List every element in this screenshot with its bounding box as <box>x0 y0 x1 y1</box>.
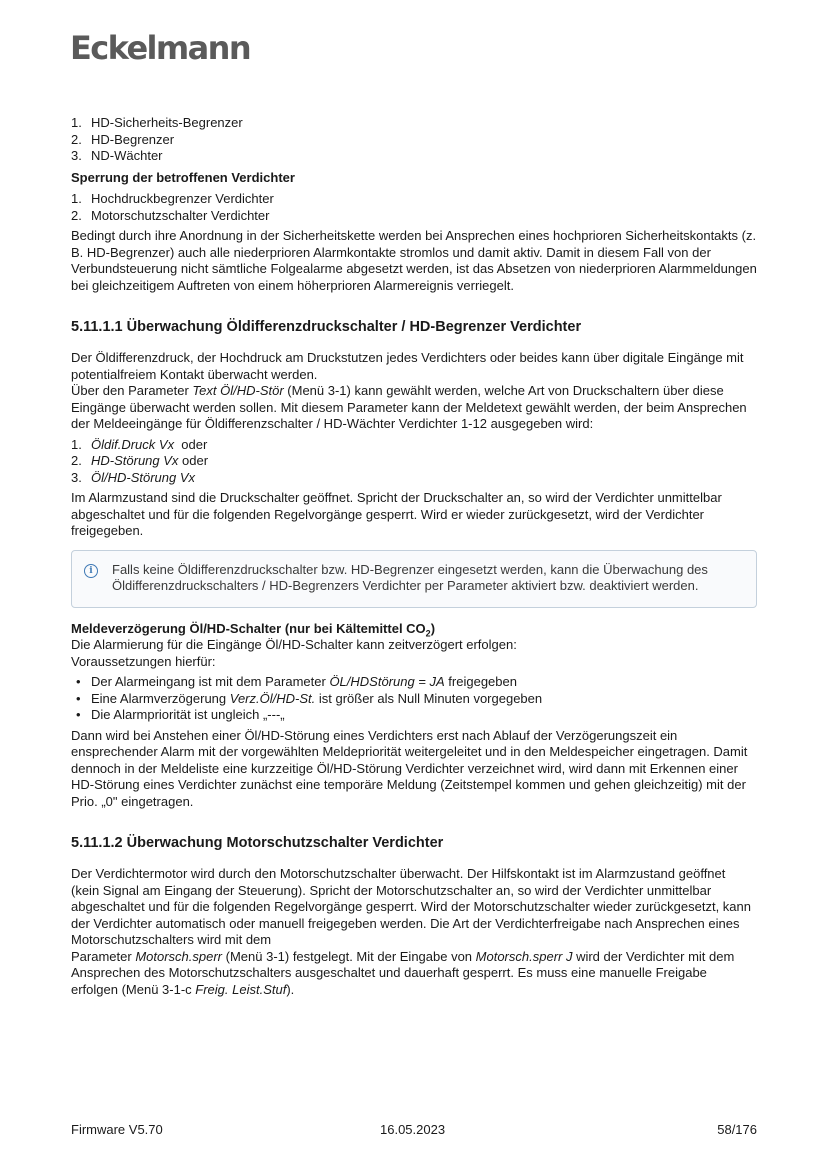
list-item: 1. Öldif.Druck Vx oder <box>71 436 208 452</box>
delay-heading: Meldeverzögerung Öl/HD-Schalter (nur bei Kältemittel $CO_2$) <box>71 620 436 639</box>
alarm-contact-list <box>71 115 757 165</box>
sperrung-list <box>71 191 757 224</box>
list-item: 2. HD-Störung Vx oder <box>71 453 209 468</box>
paragraph: Voraussetzungen hierfür: <box>71 653 216 669</box>
list-item: 2. Motorschutzschalter Verdichter <box>71 207 270 223</box>
requirements-list <box>71 674 757 724</box>
info-note <box>71 550 757 608</box>
firmware-version: Firmware V5.70 <box>71 1122 163 1137</box>
sperrung-paragraph: Bedingt durch ihre Anordnung in der Sicherheitskette werden bei Ansprechen eines hochprioren Sicherheitskontakts (z. B. HD-Begrenzer) auch alle niederprioren Alarmkontakte stromlos und damit aktiv. Damit in diesem Fall von der Verbundsteuerung nicht sämtliche Folgealarme abgesetzt werden, ist das Absetzen von niederprioren Alarmmeldungen bei gleichzeitigem Auftreten von einem höherprioren Alarmereignis verriegelt. <box>71 228 757 293</box>
eckelmann-logo: Eckelmann <box>70 29 251 67</box>
list-item: 3. Öl/HD-Störung Vx <box>71 469 196 485</box>
paragraph: Parameter Motorsch.sperr (Menü 3-1) festgelegt. Mit der Eingabe von Motorsch.sperr J wird der Verdichter mit dem Ansprechen des Motorschutzschalters ausgeschaltet und dauerhaft gesperrt. Es muss eine manuelle Freigabe erfolgen (Menü 3-1-c Freig. Leist.Stuf). <box>71 948 735 997</box>
paragraph: Die Alarmierung für die Eingänge Öl/HD-Schalter kann zeitverzögert erfolgen: <box>71 637 517 652</box>
paragraph: Der Öldifferenzdruck, der Hochdruck am Druckstutzen jedes Verdichters oder beides kann über digitale Eingänge mit potentialfreiem Kontakt überwacht werden. <box>71 350 744 382</box>
page-content <box>71 115 757 998</box>
paragraph: Über den Parameter Text Öl/HD-Stör (Menü 3-1) kann gewählt werden, welche Art von Druckschaltern über diese Eingänge überwacht werden sollen. Mit diesem Parameter kann der Meldetext gewählt werden, der beim Ansprechen der Meldeeingänge für Öldifferenzschalter / HD-Wächter Verdichter 1-12 ausgegeben wird: <box>71 383 747 431</box>
page-number: 58/176 <box>717 1122 757 1137</box>
meldetext-options <box>71 437 757 487</box>
list-item: • Eine Alarmverzögerung Verz.Öl/HD-St. ist größer als Null Minuten vorgegeben <box>71 691 757 708</box>
paragraph: Dann wird bei Anstehen einer Öl/HD-Störung eines Verdichters erst nach Ablauf der Verzögerungszeit ein ensprechender Alarm mit der vorgewählten Meldepriorität weitergeleitet und in den Meldespeicher eingetragen. Damit dennoch in der Meldeliste eine kurzzeitige Öl/HD-Störung Verdichter verzeichnet wird, wird dann mit Erkennen einer HD-Störung eines Verdichter zunächst eine temporäre Meldung (Zeitstempel kommen und gehen gleichzeitig) mit der Prio. „0" eingetragen. <box>71 727 748 809</box>
paragraph: Der Verdichtermotor wird durch den Motorschutzschalter überwacht. Der Hilfskontakt ist im Alarmzustand geöffnet (kein Signal am Eingang der Steuerung). Spricht der Motorschutzschalter an, so wird der Verdichter unmittelbar abgeschaltet und für die folgenden Regelvorgänge gesperrt. Wird der Motorschutzschalter wieder zurückgesetzt, kann der Verdichter automatisch oder manuell freigegeben werden. Die Art der Verdichterfreigabe nach Ansprechen eines Motorschutzschalters wird mit dem <box>71 866 751 947</box>
section-heading-motorschutz: 5.11.1.2 Überwachung Motorschutzschalter Verdichter <box>71 835 444 851</box>
section-heading-oeldifferenz: 5.11.1.1 Überwachung Öldifferenzdruckschalter / HD-Begrenzer Verdichter <box>71 319 582 335</box>
list-item: 1. Hochdruckbegrenzer Verdichter <box>71 191 274 206</box>
list-item: • Die Alarmpriorität ist ungleich „---„ <box>71 707 757 724</box>
page-footer <box>71 1122 757 1140</box>
document-date: 16.05.2023 <box>380 1122 446 1137</box>
list-item: • Der Alarmeingang ist mit dem Parameter ÖL/HDStörung = JA freigegeben <box>71 674 757 691</box>
list-item: 1. HD-Sicherheits-Begrenzer <box>71 115 243 130</box>
list-item: 3. ND-Wächter <box>71 148 163 163</box>
sperrung-heading: Sperrung der betroffenen Verdichter <box>71 169 295 185</box>
list-item: 2. HD-Begrenzer <box>71 131 175 147</box>
info-note-text: Falls keine Öldifferenzdruckschalter bzw. HD-Begrenzer eingesetzt werden, kann die Überwachung des Öldifferenzdruckschalters / HD-Begrenzers Verdichter per Parameter aktiviert bzw. deaktiviert werden. <box>112 561 708 593</box>
paragraph: Im Alarmzustand sind die Druckschalter geöffnet. Spricht der Druckschalter an, so wird der Verdichter unmittelbar abgeschaltet und für die folgenden Regelvorgänge gesperrt. Wird er wieder zurückgesetzt, wird der Verdichter freigegeben. <box>71 490 722 538</box>
info-icon: i <box>84 564 98 578</box>
